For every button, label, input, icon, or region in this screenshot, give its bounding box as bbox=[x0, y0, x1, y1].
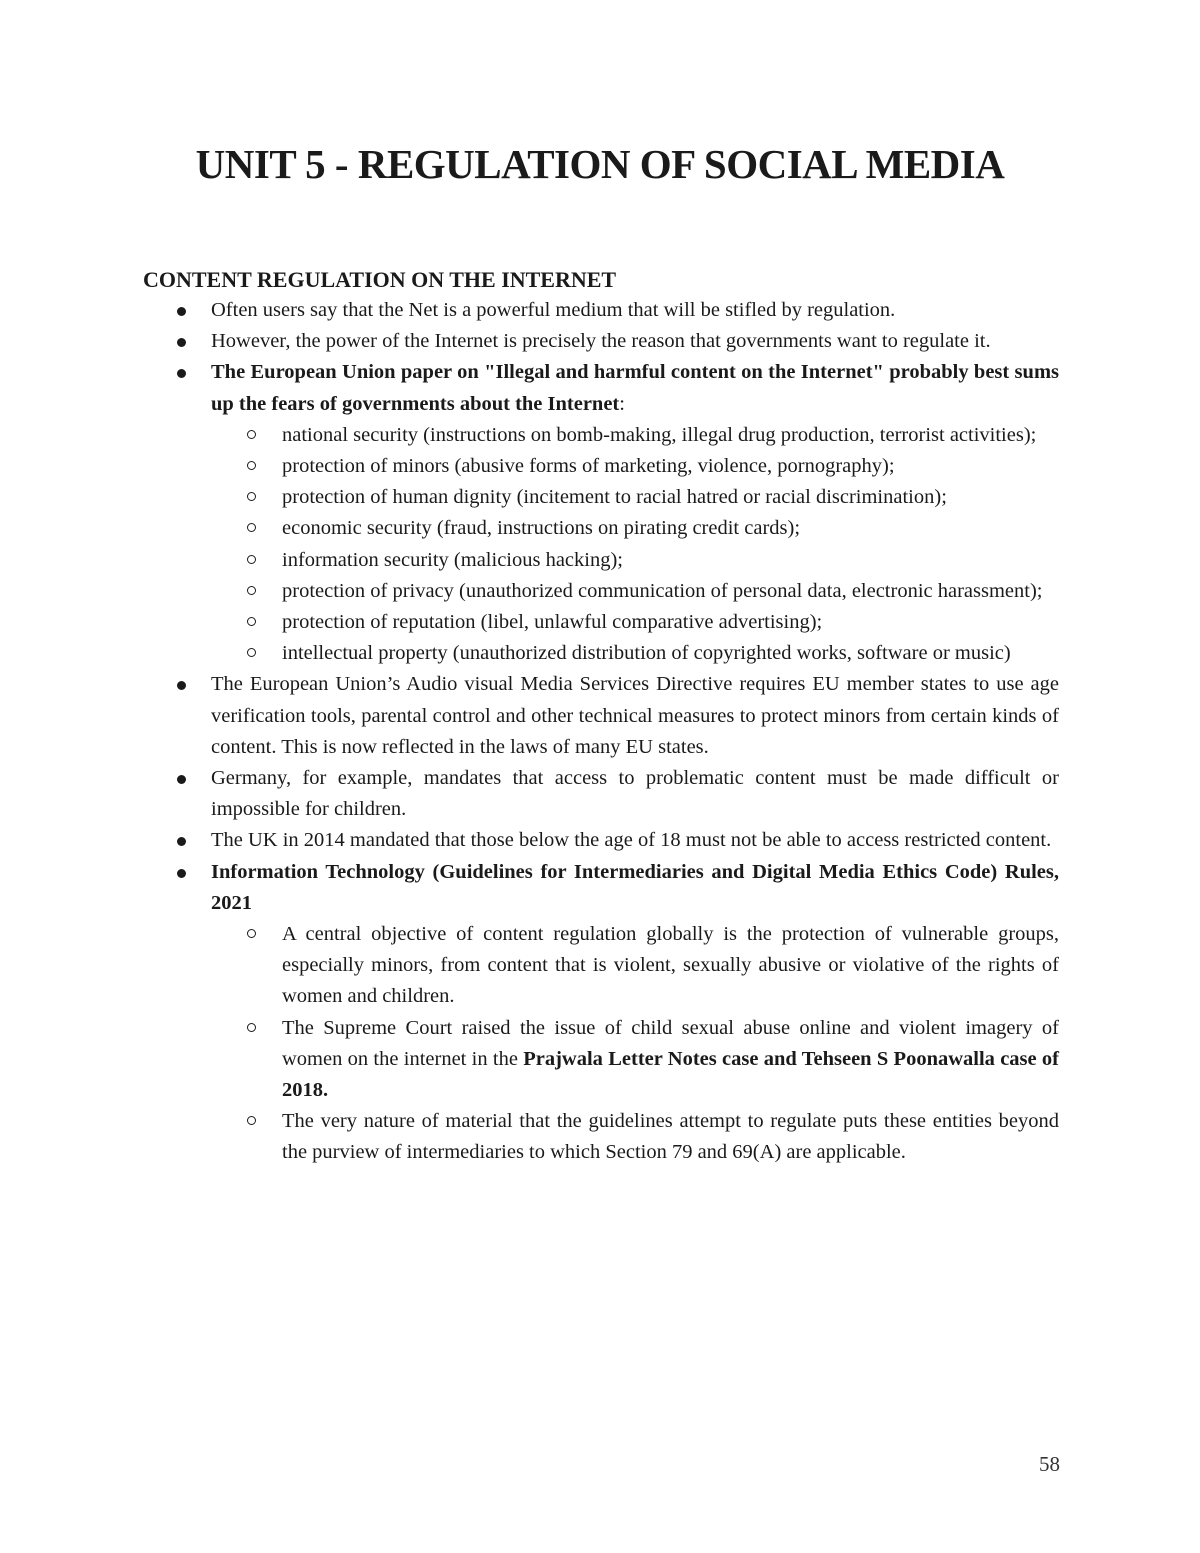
sub-item-text: The Supreme Court raised the issue of child sexual abuse online and violent imagery of women on the internet in the bbox=[282, 1016, 1059, 1070]
bullet-text-bold: The European Union paper on "Illegal and harmful content on the Internet" probably best sums up the fears of governments about the Internet bbox=[211, 361, 1059, 415]
sub-list bbox=[211, 919, 1059, 1169]
unit-title: UNIT 5 - REGULATION OF SOCIAL MEDIA bbox=[195, 141, 1005, 187]
bullet-icon bbox=[177, 681, 186, 690]
sub-item-text: national security (instructions on bomb-making, illegal drug production, terrorist activities); bbox=[282, 423, 1037, 446]
bullet-text: Germany, for example, mandates that access to problematic content must be made difficult or impossible for children. bbox=[211, 767, 1059, 821]
circle-bullet-icon bbox=[247, 555, 256, 564]
sub-list-item bbox=[143, 638, 1059, 669]
list-item bbox=[143, 357, 1059, 669]
bullet-icon bbox=[177, 837, 186, 846]
bullet-icon bbox=[177, 775, 186, 784]
sub-list-item bbox=[143, 576, 1059, 607]
circle-bullet-icon bbox=[247, 523, 256, 532]
page-number: 58 bbox=[1039, 1452, 1060, 1476]
circle-bullet-icon bbox=[247, 492, 256, 501]
bullet-icon bbox=[177, 869, 186, 878]
sub-item-text-bold: Prajwala Letter Notes case and Tehseen S Poonawalla case of 2018. bbox=[282, 1047, 1059, 1102]
list-item bbox=[143, 857, 1059, 1169]
list-item bbox=[143, 763, 1059, 825]
bullet-text: Often users say that the Net is a powerful medium that will be stifled by regulation. bbox=[211, 299, 896, 321]
sub-list-item bbox=[143, 607, 1059, 638]
circle-bullet-icon bbox=[247, 617, 256, 626]
sub-item-text: protection of privacy (unauthorized communication of personal data, electronic harassment); bbox=[282, 579, 1043, 602]
sub-item-text: protection of minors (abusive forms of marketing, violence, pornography); bbox=[282, 455, 895, 478]
sub-list-item bbox=[143, 919, 1059, 1013]
sub-item-text: economic security (fraud, instructions on pirating credit cards); bbox=[282, 517, 801, 540]
sub-item-text: The very nature of material that the guidelines attempt to regulate puts these entities beyond the purview of intermediaries to which Section 79 and 69(A) are applicable. bbox=[282, 1110, 1059, 1164]
bullet-text: : bbox=[619, 392, 625, 415]
sub-list-item bbox=[143, 420, 1059, 451]
sub-item-text: protection of reputation (libel, unlawful comparative advertising); bbox=[282, 611, 823, 634]
sub-item-text: information security (malicious hacking); bbox=[282, 548, 624, 571]
bullet-text-bold: Information Technology (Guidelines for Intermediaries and Digital Media Ethics Code) Rules, 2021 bbox=[211, 860, 1059, 914]
circle-bullet-icon bbox=[247, 586, 256, 595]
bullet-text: However, the power of the Internet is precisely the reason that governments want to regulate it. bbox=[211, 330, 991, 353]
bullet-list bbox=[143, 295, 1059, 1169]
circle-bullet-icon bbox=[247, 1116, 256, 1125]
circle-bullet-icon bbox=[247, 929, 256, 938]
sub-list-item bbox=[143, 545, 1059, 576]
circle-bullet-icon bbox=[247, 430, 256, 439]
section-heading: CONTENT REGULATION ON THE INTERNET bbox=[143, 267, 617, 292]
sub-list-item bbox=[143, 513, 1059, 544]
sub-list-item bbox=[143, 1106, 1059, 1168]
sub-item-text: intellectual property (unauthorized distribution of copyrighted works, software or music) bbox=[282, 642, 1011, 665]
bullet-text: The UK in 2014 mandated that those below the age of 18 must not be able to access restricted content. bbox=[211, 829, 1052, 852]
bullet-icon bbox=[177, 307, 186, 316]
bullet-icon bbox=[177, 338, 186, 347]
sub-list-item bbox=[143, 482, 1059, 513]
list-item bbox=[143, 825, 1059, 856]
bullet-text: The European Union’s Audio visual Media Services Directive requires EU member states to use age verification tools, parental control and other technical measures to protect minors from certain kinds of content. This is now reflected in the laws of many EU states. bbox=[211, 673, 1059, 758]
sub-list-item bbox=[143, 451, 1059, 482]
list-item bbox=[143, 326, 1059, 357]
list-item bbox=[143, 295, 1059, 326]
sub-list-item bbox=[143, 1013, 1059, 1107]
circle-bullet-icon bbox=[247, 461, 256, 470]
circle-bullet-icon bbox=[247, 1023, 256, 1032]
sub-item-text: A central objective of content regulation globally is the protection of vulnerable groups, especially minors, from content that is violent, sexually abusive or violative of the rights of women and children. bbox=[282, 923, 1059, 1008]
sub-item-text: protection of human dignity (incitement to racial hatred or racial discrimination); bbox=[282, 486, 947, 509]
list-item bbox=[143, 669, 1059, 763]
bullet-icon bbox=[177, 369, 186, 378]
circle-bullet-icon bbox=[247, 648, 256, 657]
sub-list bbox=[211, 420, 1059, 670]
content-body bbox=[143, 264, 1059, 1169]
